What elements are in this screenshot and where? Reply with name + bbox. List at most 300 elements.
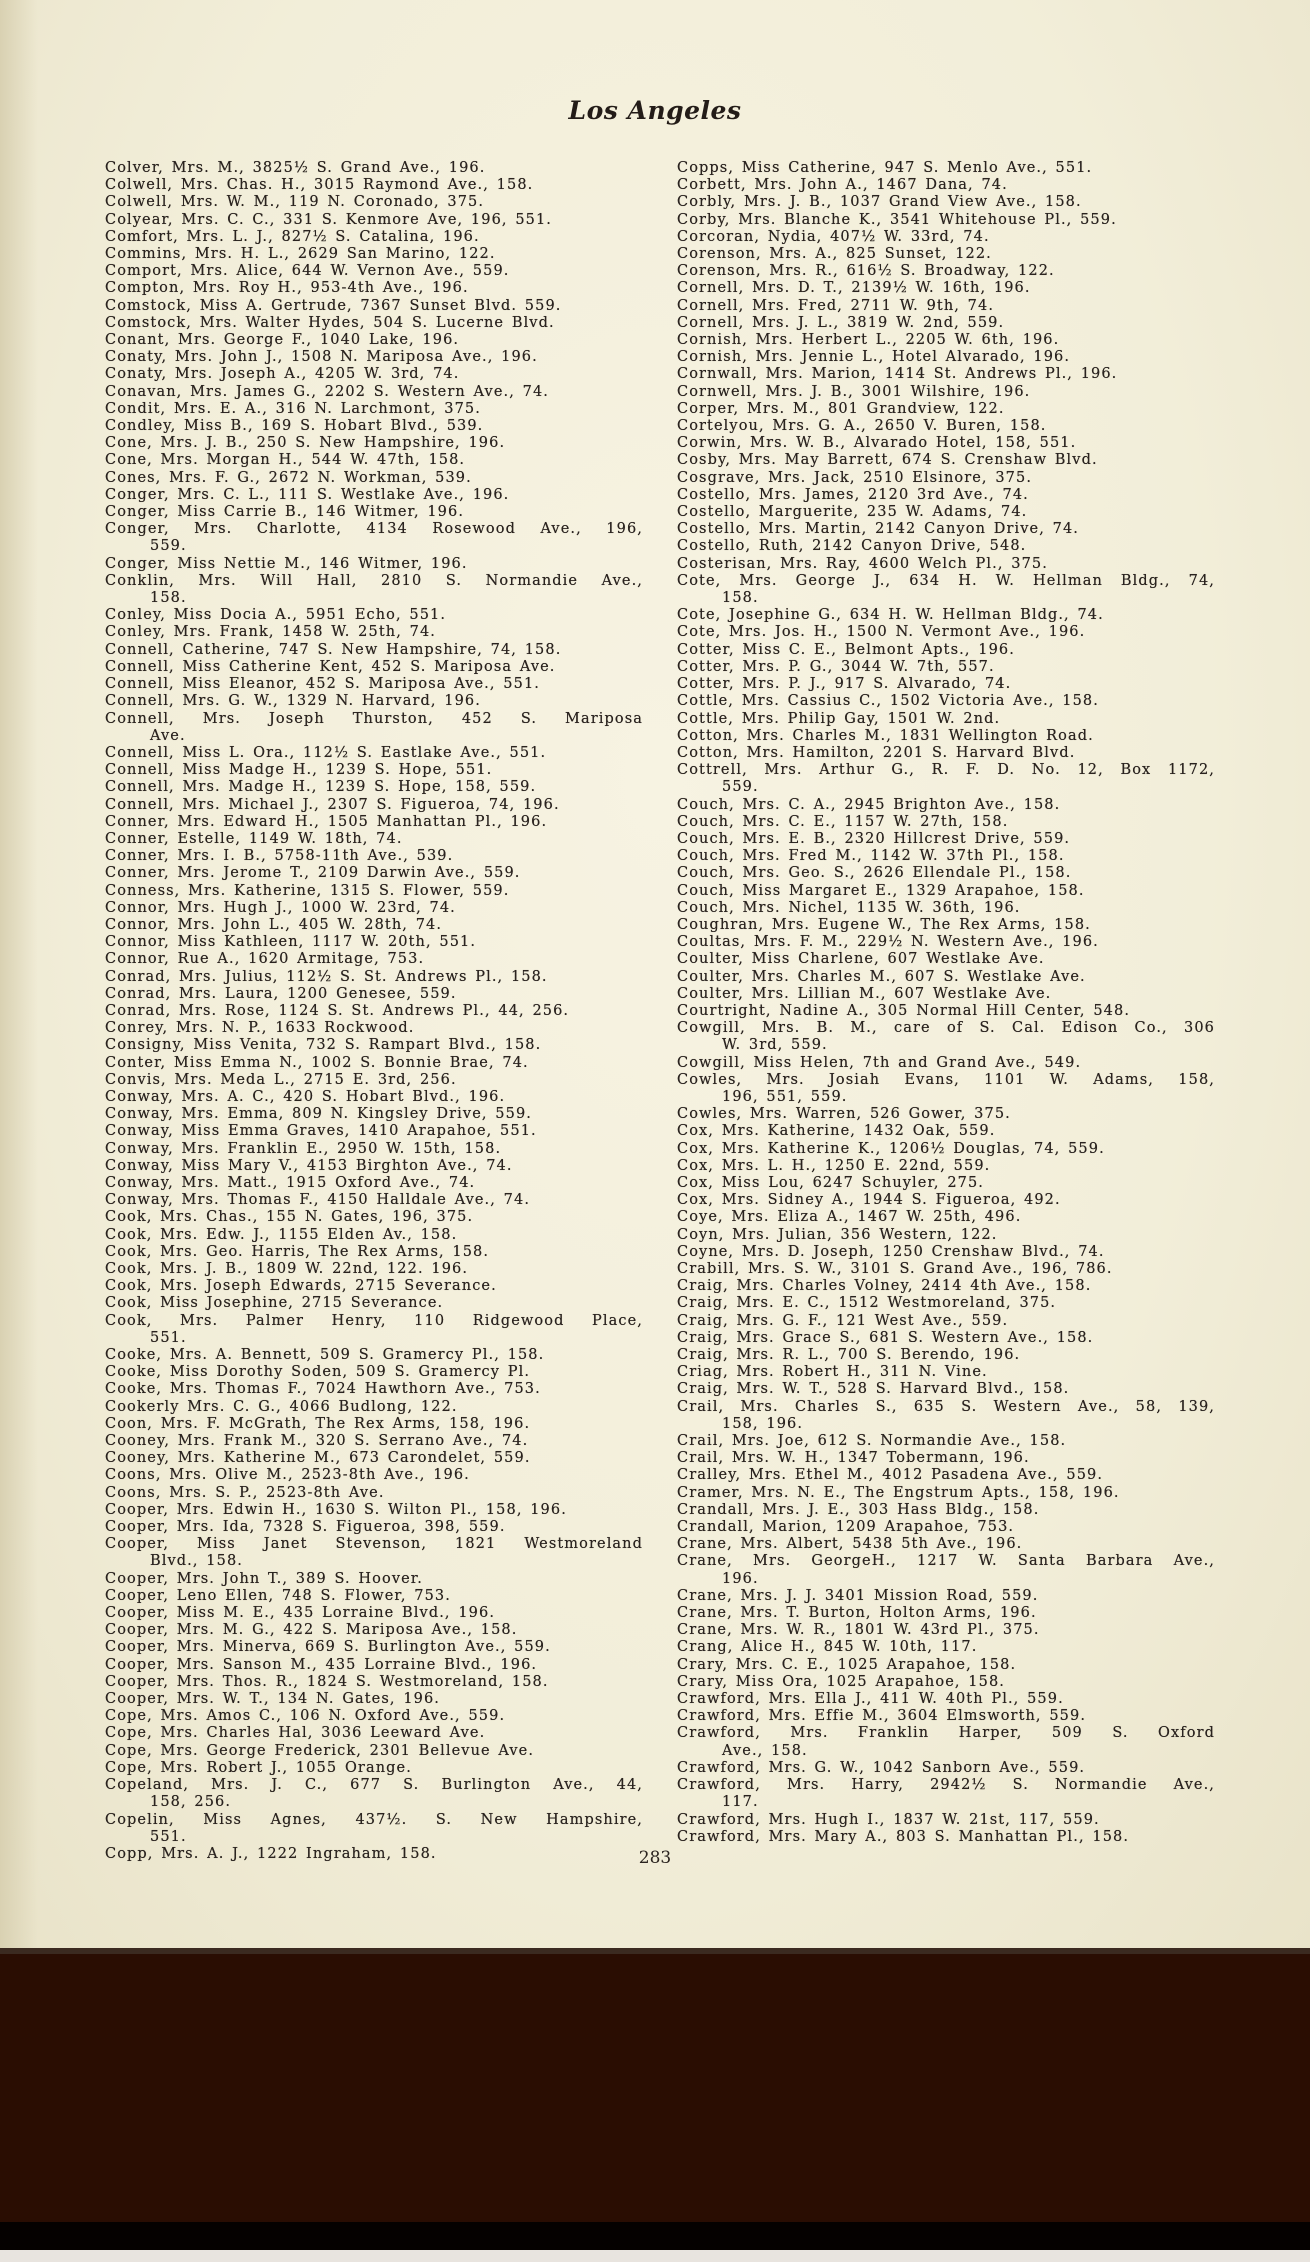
entry-text: Condit, Mrs. E. A., 316 N. Larchmont, 375.	[105, 400, 481, 417]
entry-text: Colyear, Mrs. C. C., 331 S. Kenmore Ave, 196, 551.	[105, 211, 553, 228]
entry-text: Conger, Miss Nettie M., 146 Witmer, 196.	[105, 555, 468, 572]
directory-entry	[677, 711, 1215, 728]
entry-text: Cotter, Mrs. P. J., 917 S. Alvarado, 74.	[677, 676, 1012, 693]
directory-entry	[677, 1020, 1215, 1054]
entry-text: Crary, Mrs. C. E., 1025 Arapahoe, 158.	[677, 1656, 1017, 1673]
entry-text: Coulter, Miss Charlene, 607 Westlake Ave.	[677, 951, 1045, 968]
entry-text: Crandall, Mrs. J. E., 303 Hass Bldg., 158.	[677, 1501, 1040, 1518]
entry-text: Crang, Alice H., 845 W. 10th, 117.	[677, 1639, 978, 1656]
entry-text: Costello, Ruth, 2142 Canyon Drive, 548.	[677, 538, 1027, 555]
entry-text: Crawford, Mrs. G. W., 1042 Sanborn Ave., 559.	[677, 1759, 1086, 1776]
directory-entry	[677, 1536, 1215, 1553]
directory-entry	[105, 1760, 643, 1777]
entry-text: Cornish, Mrs. Jennie L., Hotel Alvarado, 196.	[677, 349, 1071, 366]
directory-entry	[677, 366, 1215, 383]
directory-entry	[105, 917, 643, 934]
entry-text: Cornish, Mrs. Herbert L., 2205 W. 6th, 196.	[677, 332, 1060, 349]
entry-continuation: Blvd., 158.	[150, 1553, 243, 1570]
entry-text: Comfort, Mrs. L. J., 827½ S. Catalina, 196.	[105, 228, 480, 245]
directory-entry	[105, 1158, 643, 1175]
directory-entry	[677, 1725, 1215, 1759]
entry-text: Connor, Rue A., 1620 Armitage, 753.	[105, 951, 425, 968]
directory-entry	[105, 693, 643, 710]
directory-entry	[677, 1691, 1215, 1708]
entry-text: Conaty, Mrs. Joseph A., 4205 W. 3rd, 74.	[105, 366, 460, 383]
entry-text: Crane, Mrs. Albert, 5438 5th Ave., 196.	[677, 1536, 1023, 1553]
entry-text: Cowles, Mrs. Josiah Evans, 1101 W. Adams, 158,	[677, 1071, 1215, 1088]
directory-entry	[105, 814, 643, 831]
entry-text: Conness, Mrs. Katherine, 1315 S. Flower, 559.	[105, 882, 510, 899]
directory-entry	[677, 384, 1215, 401]
directory-entry	[677, 1209, 1215, 1226]
entry-text: Cortelyou, Mrs. G. A., 2650 V. Buren, 158.	[677, 418, 1047, 435]
entry-text: Crawford, Mrs. Effie M., 3604 Elmsworth, 559.	[677, 1708, 1087, 1725]
directory-entry	[105, 435, 643, 452]
directory-entry	[105, 1295, 643, 1312]
entry-text: Crawford, Mrs. Harry, 2942½ S. Normandie Ave.,	[677, 1777, 1215, 1794]
entry-text: Craig, Mrs. Charles Volney, 2414 4th Ave., 158.	[677, 1278, 1092, 1295]
entry-continuation: 196, 551, 559.	[722, 1088, 848, 1105]
entry-text: Coultas, Mrs. F. M., 229½ N. Western Ave., 196.	[677, 934, 1099, 951]
directory-entry	[105, 401, 643, 418]
directory-entry	[677, 160, 1215, 177]
directory-entry	[677, 1330, 1215, 1347]
entry-text: Couch, Mrs. Fred M., 1142 W. 37th Pl., 158.	[677, 848, 1065, 865]
entry-text: Conway, Mrs. Matt., 1915 Oxford Ave., 74.	[105, 1174, 476, 1191]
directory-entry	[677, 1674, 1215, 1691]
directory-entry	[677, 1072, 1215, 1106]
entry-text: Conley, Mrs. Frank, 1458 W. 25th, 74.	[105, 624, 436, 641]
directory-entry	[677, 883, 1215, 900]
entry-text: Craig, Mrs. Grace S., 681 S. Western Ave., 158.	[677, 1329, 1094, 1346]
entry-text: Colwell, Mrs. Chas. H., 3015 Raymond Ave., 158.	[105, 177, 534, 194]
directory-entry	[677, 1760, 1215, 1777]
entry-continuation: 158, 196.	[722, 1415, 804, 1432]
entry-text: Couch, Mrs. C. E., 1157 W. 27th, 158.	[677, 813, 1009, 830]
directory-entry	[677, 1708, 1215, 1725]
entry-text: Comstock, Miss A. Gertrude, 7367 Sunset Blvd. 559.	[105, 297, 562, 314]
directory-entry	[677, 745, 1215, 762]
entry-text: Crawford, Mrs. Ella J., 411 W. 40th Pl., 559.	[677, 1691, 1064, 1708]
directory-entry	[677, 1347, 1215, 1364]
entry-text: Crane, Mrs. J. J. 3401 Mission Road, 559.	[677, 1587, 1039, 1604]
directory-entry	[677, 642, 1215, 659]
directory-entry	[105, 1381, 643, 1398]
entry-text: Cosby, Mrs. May Barrett, 674 S. Crenshaw Blvd.	[677, 452, 1098, 469]
entry-text: Costello, Marguerite, 235 W. Adams, 74.	[677, 504, 1028, 521]
entry-text: Copelin, Miss Agnes, 437½. S. New Hampshire,	[105, 1811, 643, 1828]
directory-entry	[677, 831, 1215, 848]
entry-text: Colver, Mrs. M., 3825½ S. Grand Ave., 196.	[105, 160, 486, 176]
entry-text: Commins, Mrs. H. L., 2629 San Marino, 122.	[105, 246, 496, 263]
entry-text: Crane, Mrs. W. R., 1801 W. 43rd Pl., 375.	[677, 1622, 1040, 1639]
directory-entry	[677, 470, 1215, 487]
entry-text: Comstock, Mrs. Walter Hydes, 504 S. Lucerne Blvd.	[105, 314, 555, 331]
directory-entry	[105, 711, 643, 745]
entry-text: Convis, Mrs. Meda L., 2715 E. 3rd, 256.	[105, 1071, 457, 1088]
entry-text: Cooney, Mrs. Frank M., 320 S. Serrano Ave., 74.	[105, 1433, 529, 1450]
page-number: 283	[638, 1848, 672, 1868]
directory-entry	[105, 900, 643, 917]
entry-text: Couch, Mrs. E. B., 2320 Hillcrest Drive, 559.	[677, 830, 1071, 847]
directory-entry	[105, 1020, 643, 1037]
entry-text: Conner, Mrs. Edward H., 1505 Manhattan Pl., 196.	[105, 813, 548, 830]
directory-entry	[677, 659, 1215, 676]
page-title: Los Angeles	[568, 96, 742, 125]
directory-entry	[105, 1725, 643, 1742]
entry-text: Cook, Mrs. J. B., 1809 W. 22nd, 122. 196.	[105, 1261, 469, 1277]
directory-entry	[677, 900, 1215, 917]
directory-entry	[105, 745, 643, 762]
directory-entry	[677, 1829, 1215, 1846]
entry-text: Costerisan, Mrs. Ray, 4600 Welch Pl., 375.	[677, 555, 1048, 572]
entry-text: Cooper, Mrs. M. G., 422 S. Mariposa Ave., 158.	[105, 1622, 518, 1639]
entry-text: Conway, Mrs. Emma, 809 N. Kingsley Drive, 559.	[105, 1106, 532, 1123]
entry-text: Cooney, Mrs. Katherine M., 673 Carondelet, 559.	[105, 1450, 531, 1467]
directory-entry	[105, 1227, 643, 1244]
entry-text: Cottle, Mrs. Philip Gay, 1501 W. 2nd.	[677, 710, 1001, 727]
directory-entry	[105, 212, 643, 229]
directory-entry	[105, 986, 643, 1003]
entry-text: Cone, Mrs. J. B., 250 S. New Hampshire, 196.	[105, 435, 506, 452]
directory-entry	[677, 848, 1215, 865]
directory-entry	[105, 1347, 643, 1364]
directory-entry	[105, 848, 643, 865]
entry-text: Craig, Mrs. W. T., 528 S. Harvard Blvd., 158.	[677, 1381, 1070, 1398]
entry-continuation: 158, 256.	[150, 1794, 232, 1811]
entry-text: Connell, Miss Catherine Kent, 452 S. Mariposa Ave.	[105, 658, 556, 675]
directory-entry	[677, 452, 1215, 469]
entry-text: Couch, Mrs. C. A., 2945 Brighton Ave., 158.	[677, 796, 1061, 813]
entry-text: Connor, Miss Kathleen, 1117 W. 20th, 551.	[105, 934, 477, 951]
entry-text: Crane, Mrs. GeorgeH., 1217 W. Santa Barbara Ave.,	[677, 1553, 1215, 1570]
directory-entry	[677, 1313, 1215, 1330]
directory-entry	[105, 1055, 643, 1072]
directory-entry	[677, 1106, 1215, 1123]
directory-entry	[105, 1536, 643, 1570]
directory-entry	[677, 521, 1215, 538]
entry-text: Cosgrave, Mrs. Jack, 2510 Elsinore, 375.	[677, 469, 1033, 486]
directory-entry	[677, 693, 1215, 710]
entry-text: Cook, Mrs. Edw. J., 1155 Elden Av., 158.	[105, 1226, 458, 1243]
entry-text: Cornwell, Mrs. J. B., 3001 Wilshire, 196.	[677, 383, 1031, 400]
directory-entry	[105, 676, 643, 693]
entry-text: Corbly, Mrs. J. B., 1037 Grand View Ave., 158.	[677, 194, 1082, 211]
directory-entry	[105, 951, 643, 968]
directory-entry	[105, 418, 643, 435]
entry-text: Cornell, Mrs. D. T., 2139½ W. 16th, 196.	[677, 280, 1031, 297]
directory-entry	[105, 315, 643, 332]
directory-entry	[677, 986, 1215, 1003]
directory-entry	[105, 1502, 643, 1519]
directory-entry	[105, 1209, 643, 1226]
directory-entry	[677, 1278, 1215, 1295]
entry-text: Cramer, Mrs. N. E., The Engstrum Apts., 158, 196.	[677, 1484, 1120, 1501]
directory-entry	[105, 642, 643, 659]
entry-text: Craig, Mrs. G. F., 121 West Ave., 559.	[677, 1312, 1009, 1329]
directory-entry	[105, 1123, 643, 1140]
directory-entry	[105, 1072, 643, 1089]
directory-entry	[105, 1519, 643, 1536]
entry-continuation: W. 3rd, 559.	[722, 1037, 828, 1054]
entry-text: Corenson, Mrs. R., 616½ S. Broadway, 122.	[677, 263, 1055, 280]
directory-entry	[105, 1571, 643, 1588]
directory-entry	[677, 1158, 1215, 1175]
directory-entry	[105, 659, 643, 676]
directory-entry	[105, 883, 643, 900]
directory-entry	[105, 1743, 643, 1760]
entry-text: Corper, Mrs. M., 801 Grandview, 122.	[677, 400, 1005, 417]
entry-text: Conter, Miss Emma N., 1002 S. Bonnie Brae, 74.	[105, 1054, 529, 1071]
directory-entry	[105, 504, 643, 521]
directory-entry	[677, 1192, 1215, 1209]
directory-entry	[105, 384, 643, 401]
entry-text: Cope, Mrs. Amos C., 106 N. Oxford Ave., 559.	[105, 1708, 506, 1725]
directory-entry	[677, 504, 1215, 521]
directory-entry	[677, 969, 1215, 986]
directory-entry	[105, 1278, 643, 1295]
directory-entry	[105, 1708, 643, 1725]
left-column	[105, 160, 643, 1863]
entry-text: Cooke, Mrs. Thomas F., 7024 Hawthorn Ave., 753.	[105, 1381, 541, 1398]
entry-text: Cote, Josephine G., 634 H. W. Hellman Bldg., 74.	[677, 607, 1104, 624]
entry-text: Cralley, Mrs. Ethel M., 4012 Pasadena Ave., 559.	[677, 1467, 1104, 1484]
directory-entry	[105, 1657, 643, 1674]
entry-text: Conger, Miss Carrie B., 146 Witmer, 196.	[105, 504, 465, 521]
entry-text: Consigny, Miss Venita, 732 S. Rampart Blvd., 158.	[105, 1037, 542, 1054]
entry-continuation: 559.	[150, 538, 187, 555]
entry-text: Cowgill, Mrs. B. M., care of S. Cal. Edison Co., 306	[677, 1020, 1215, 1037]
entry-text: Coons, Mrs. Olive M., 2523-8th Ave., 196.	[105, 1467, 470, 1484]
directory-entry	[105, 298, 643, 315]
entry-text: Crane, Mrs. T. Burton, Holton Arms, 196.	[677, 1605, 1037, 1622]
entry-text: Cooper, Miss Janet Stevenson, 1821 Westmoreland	[105, 1536, 643, 1553]
entry-text: Coons, Mrs. S. P., 2523-8th Ave.	[105, 1484, 385, 1501]
directory-entry	[677, 212, 1215, 229]
directory-entry	[677, 607, 1215, 624]
entry-text: Connell, Miss Madge H., 1239 S. Hope, 551.	[105, 762, 493, 779]
directory-entry	[105, 1106, 643, 1123]
directory-entry	[677, 538, 1215, 555]
entry-text: Cones, Mrs. F. G., 2672 N. Workman, 539.	[105, 469, 472, 486]
directory-entry	[105, 160, 643, 177]
entry-text: Connell, Mrs. G. W., 1329 N. Harvard, 196.	[105, 693, 481, 710]
directory-entry	[105, 1175, 643, 1192]
entry-continuation: 158.	[722, 590, 759, 607]
directory-entry	[105, 487, 643, 504]
directory-entry	[677, 624, 1215, 641]
entry-text: Courtright, Nadine A., 305 Normal Hill Center, 548.	[677, 1002, 1131, 1019]
directory-entry	[105, 1467, 643, 1484]
directory-entry	[677, 728, 1215, 745]
entry-text: Connor, Mrs. Hugh J., 1000 W. 23rd, 74.	[105, 899, 456, 916]
entry-text: Cooper, Leno Ellen, 748 S. Flower, 753.	[105, 1587, 451, 1604]
entry-text: Cote, Mrs. Jos. H., 1500 N. Vermont Ave., 196.	[677, 624, 1086, 641]
entry-text: Cottle, Mrs. Cassius C., 1502 Victoria Ave., 158.	[677, 693, 1099, 710]
entry-text: Coye, Mrs. Eliza A., 1467 W. 25th, 496.	[677, 1209, 1022, 1226]
entry-continuation: 158.	[150, 590, 187, 607]
entry-text: Cooper, Mrs. John T., 389 S. Hoover.	[105, 1570, 423, 1587]
directory-entry	[105, 246, 643, 263]
entry-text: Cowgill, Miss Helen, 7th and Grand Ave., 549.	[677, 1054, 1082, 1071]
directory-entry	[677, 1244, 1215, 1261]
directory-entry	[677, 1553, 1215, 1587]
directory-entry	[677, 917, 1215, 934]
entry-text: Coyn, Mrs. Julian, 356 Western, 122.	[677, 1226, 998, 1243]
directory-entry	[105, 969, 643, 986]
entry-text: Conway, Mrs. Franklin E., 2950 W. 15th, 158.	[105, 1140, 502, 1157]
directory-entry	[677, 332, 1215, 349]
directory-entry	[105, 1812, 643, 1846]
entry-continuation: 551.	[150, 1828, 187, 1845]
directory-entry	[105, 624, 643, 641]
entry-text: Couch, Miss Margaret E., 1329 Arapahoe, 158.	[677, 882, 1085, 899]
entry-text: Crail, Mrs. Joe, 612 S. Normandie Ave., 158.	[677, 1433, 1067, 1450]
entry-text: Corenson, Mrs. A., 825 Sunset, 122.	[677, 246, 992, 263]
entry-text: Coulter, Mrs. Lillian M., 607 Westlake Ave.	[677, 985, 1052, 1002]
entry-continuation: Ave.	[150, 727, 186, 744]
entry-text: Coyne, Mrs. D. Joseph, 1250 Crenshaw Blvd., 74.	[677, 1243, 1105, 1260]
directory-entry	[105, 762, 643, 779]
entry-text: Cooke, Mrs. A. Bennett, 509 S. Gramercy Pl., 158.	[105, 1347, 545, 1364]
entry-text: Corcoran, Nydia, 407½ W. 33rd, 74.	[677, 228, 990, 245]
directory-entry	[677, 229, 1215, 246]
page-gutter-shadow	[0, 0, 38, 1948]
entry-text: Conway, Mrs. A. C., 420 S. Hobart Blvd., 196.	[105, 1088, 506, 1105]
directory-entry	[105, 1639, 643, 1656]
directory-entry	[677, 1588, 1215, 1605]
directory-entry	[105, 263, 643, 280]
directory-entry	[677, 1003, 1215, 1020]
entry-text: Copeland, Mrs. J. C., 677 S. Burlington Ave., 44,	[105, 1777, 643, 1794]
directory-entry	[105, 366, 643, 383]
scanner-border	[0, 2222, 1310, 2250]
entry-text: Crandall, Marion, 1209 Arapahoe, 753.	[677, 1519, 1015, 1536]
directory-entry	[677, 246, 1215, 263]
directory-entry	[105, 1777, 643, 1811]
entry-continuation: 559.	[722, 779, 759, 796]
entry-text: Cooper, Miss M. E., 435 Lorraine Blvd., 196.	[105, 1605, 496, 1622]
entry-text: Craig, Mrs. R. L., 700 S. Berendo, 196.	[677, 1347, 1021, 1364]
entry-text: Connell, Mrs. Madge H., 1239 S. Hope, 158, 559.	[105, 779, 537, 796]
entry-text: Conner, Estelle, 1149 W. 18th, 74.	[105, 830, 403, 847]
directory-entry	[677, 401, 1215, 418]
entry-text: Conaty, Mrs. John J., 1508 N. Mariposa Ave., 196.	[105, 349, 538, 366]
directory-entry	[105, 332, 643, 349]
entry-text: Craig, Mrs. E. C., 1512 Westmoreland, 375.	[677, 1295, 1057, 1312]
directory-entry	[105, 573, 643, 607]
directory-entry	[105, 556, 643, 573]
entry-text: Connell, Miss Eleanor, 452 S. Mariposa Ave., 551.	[105, 676, 540, 693]
entry-text: Couch, Mrs. Geo. S., 2626 Ellendale Pl., 158.	[677, 865, 1072, 882]
entry-text: Cooper, Mrs. W. T., 134 N. Gates, 196.	[105, 1691, 441, 1708]
entry-text: Cox, Mrs. Sidney A., 1944 S. Figueroa, 492.	[677, 1192, 1061, 1209]
directory-entry	[677, 1622, 1215, 1639]
directory-entry	[677, 418, 1215, 435]
directory-entry	[105, 1433, 643, 1450]
entry-text: Colwell, Mrs. W. M., 119 N. Coronado, 375.	[105, 194, 485, 211]
directory-entry	[105, 1261, 643, 1278]
directory-entry	[105, 1141, 643, 1158]
entry-text: Copps, Miss Catherine, 947 S. Menlo Ave., 551.	[677, 160, 1093, 176]
directory-entry	[677, 797, 1215, 814]
entry-text: Cornwall, Mrs. Marion, 1414 St. Andrews Pl., 196.	[677, 366, 1118, 383]
directory-entry	[105, 1485, 643, 1502]
directory-entry	[105, 1192, 643, 1209]
entry-text: Corwin, Mrs. W. B., Alvarado Hotel, 158, 551.	[677, 435, 1077, 452]
directory-entry	[677, 1433, 1215, 1450]
directory-entry	[677, 676, 1215, 693]
entry-text: Copp, Mrs. A. J., 1222 Ingraham, 158.	[105, 1845, 437, 1862]
directory-entry	[105, 229, 643, 246]
entry-text: Conway, Miss Emma Graves, 1410 Arapahoe, 551.	[105, 1123, 537, 1140]
directory-entry	[677, 280, 1215, 297]
entry-text: Cone, Mrs. Morgan H., 544 W. 47th, 158.	[105, 452, 466, 469]
directory-entry	[677, 1605, 1215, 1622]
directory-entry	[677, 951, 1215, 968]
directory-entry	[105, 349, 643, 366]
directory-entry	[105, 1622, 643, 1639]
entry-text: Connor, Mrs. John L., 405 W. 28th, 74.	[105, 916, 443, 933]
entry-text: Couch, Mrs. Nichel, 1135 W. 36th, 196.	[677, 899, 1021, 916]
entry-text: Cooper, Mrs. Minerva, 669 S. Burlington Ave., 559.	[105, 1639, 551, 1656]
directory-entry	[677, 1055, 1215, 1072]
directory-entry	[105, 1450, 643, 1467]
directory-entry	[677, 1123, 1215, 1140]
entry-text: Conrad, Mrs. Julius, 112½ S. St. Andrews Pl., 158.	[105, 968, 548, 985]
directory-entry	[677, 298, 1215, 315]
directory-entry	[677, 1364, 1215, 1381]
entry-text: Crary, Miss Ora, 1025 Arapahoe, 158.	[677, 1673, 1005, 1690]
directory-entry	[105, 280, 643, 297]
entry-text: Cox, Mrs. Katherine, 1432 Oak, 559.	[677, 1123, 996, 1140]
entry-text: Costello, Mrs. James, 2120 3rd Ave., 74.	[677, 486, 1029, 503]
directory-entry	[105, 831, 643, 848]
directory-entry	[105, 1691, 643, 1708]
entry-text: Conrad, Mrs. Rose, 1124 S. St. Andrews Pl., 44, 256.	[105, 1002, 570, 1019]
directory-entry	[677, 934, 1215, 951]
entry-continuation: Ave., 158.	[722, 1742, 808, 1759]
entry-text: Condley, Miss B., 169 S. Hobart Blvd., 539.	[105, 418, 484, 435]
entry-text: Conrad, Mrs. Laura, 1200 Genesee, 559.	[105, 985, 457, 1002]
directory-entry	[677, 1657, 1215, 1674]
directory-entry	[677, 194, 1215, 211]
entry-text: Crawford, Mrs. Franklin Harper, 509 S. Oxford	[677, 1725, 1215, 1742]
entry-text: Cotton, Mrs. Charles M., 1831 Wellington Road.	[677, 727, 1094, 744]
directory-entry	[105, 470, 643, 487]
directory-entry	[105, 865, 643, 882]
entry-continuation: 551.	[150, 1329, 187, 1346]
directory-entry	[677, 1381, 1215, 1398]
directory-entry	[677, 814, 1215, 831]
entry-text: Cox, Mrs. Katherine K., 1206½ Douglas, 74, 559.	[677, 1140, 1105, 1157]
directory-entry	[677, 1261, 1215, 1278]
directory-entry	[677, 487, 1215, 504]
directory-entry	[677, 1467, 1215, 1484]
directory-entry	[677, 762, 1215, 796]
entry-text: Cope, Mrs. George Frederick, 2301 Bellevue Ave.	[105, 1742, 535, 1759]
directory-entry	[677, 1485, 1215, 1502]
entry-text: Cook, Mrs. Joseph Edwards, 2715 Severance.	[105, 1278, 497, 1295]
entry-text: Cox, Mrs. L. H., 1250 E. 22nd, 559.	[677, 1157, 991, 1174]
directory-entry	[677, 556, 1215, 573]
entry-text: Cook, Miss Josephine, 2715 Severance.	[105, 1295, 444, 1312]
entry-text: Cope, Mrs. Robert J., 1055 Orange.	[105, 1759, 412, 1776]
entry-text: Cooper, Mrs. Thos. R., 1824 S. Westmoreland, 158.	[105, 1673, 549, 1690]
entry-text: Cooper, Mrs. Ida, 7328 S. Figueroa, 398, 559.	[105, 1519, 506, 1536]
directory-entry	[677, 263, 1215, 280]
directory-entry	[105, 1588, 643, 1605]
